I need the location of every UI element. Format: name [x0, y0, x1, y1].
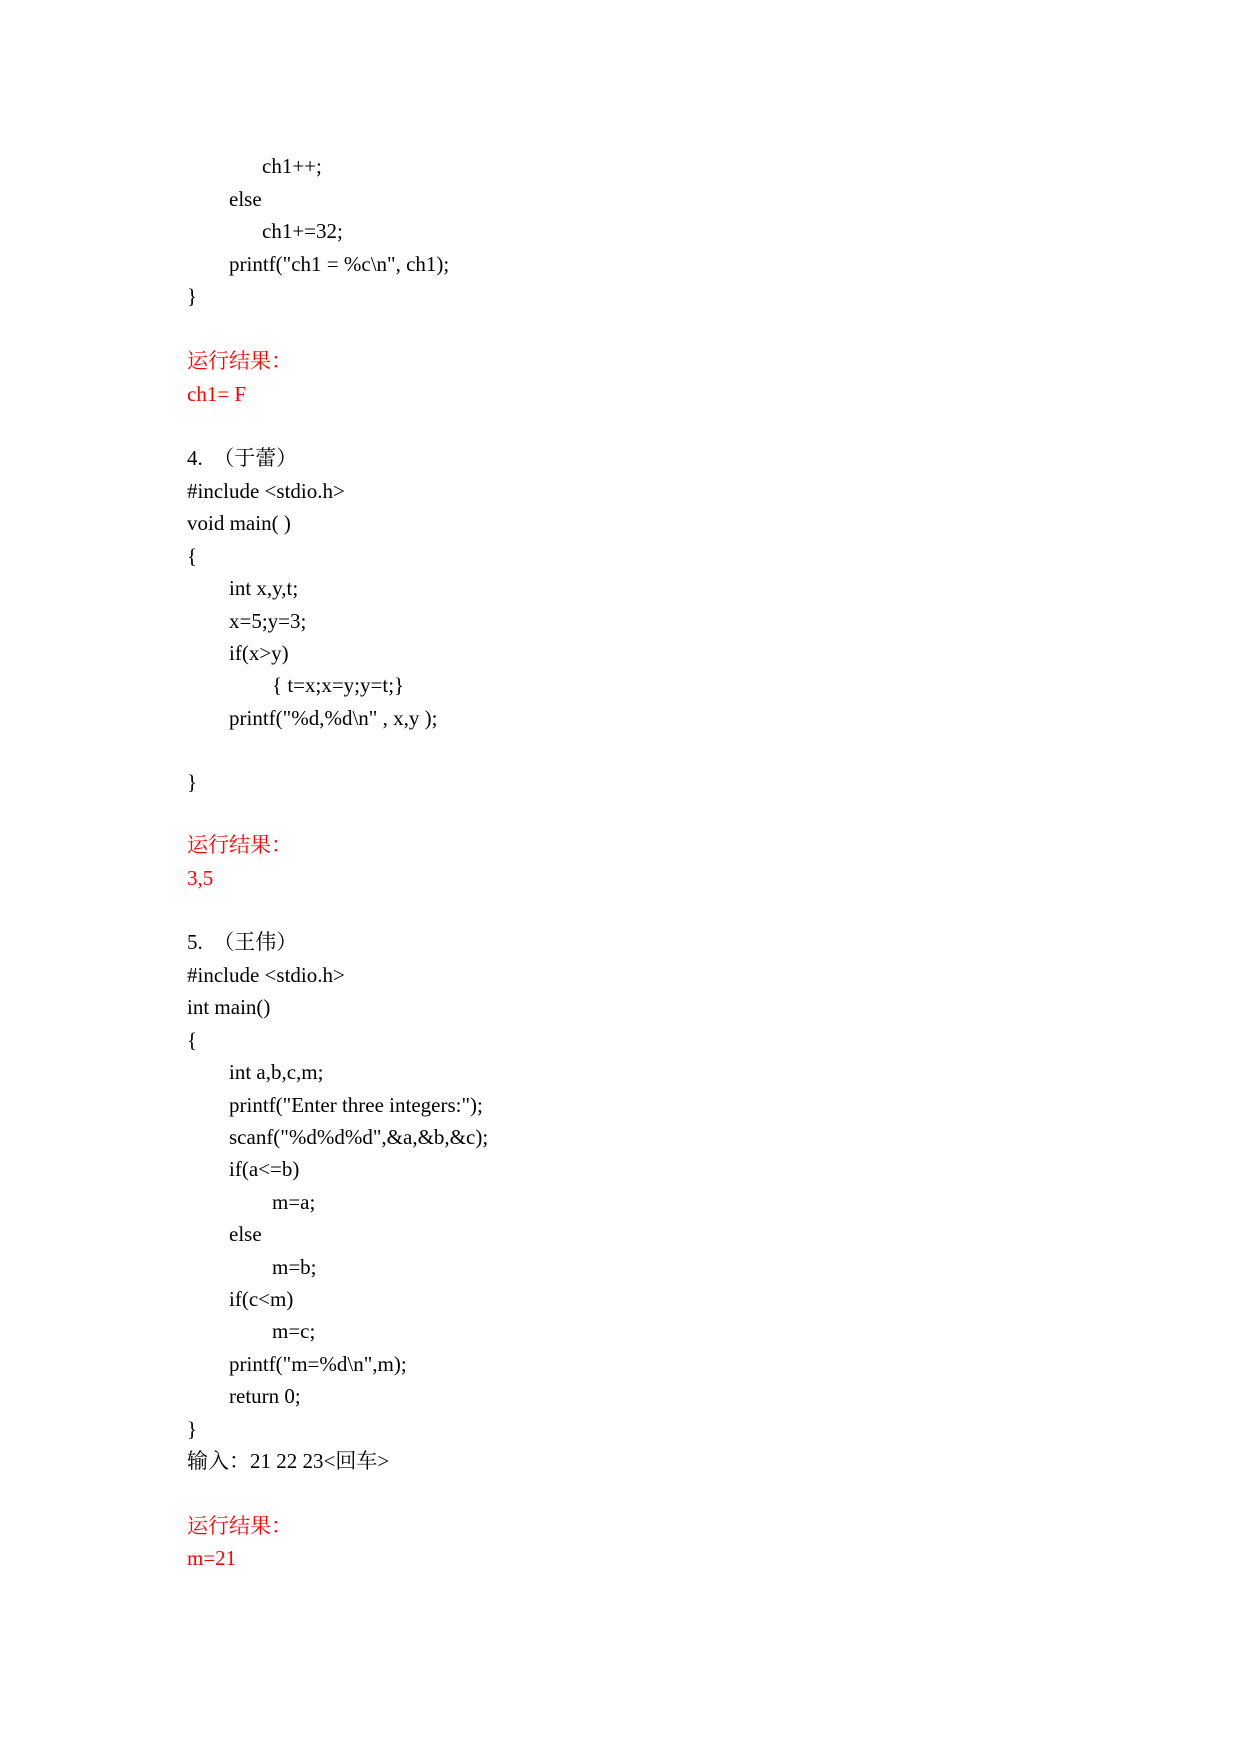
code-line: ch1+=32;	[262, 219, 343, 243]
code-line: printf("Enter three integers:");	[229, 1093, 483, 1117]
code-line: int x,y,t;	[229, 576, 299, 600]
code-line: m=c;	[272, 1319, 316, 1343]
code-line: printf("m=%d\n",m);	[229, 1352, 407, 1376]
problem-heading: 4. （于蕾）	[187, 446, 298, 470]
code-line: scanf("%d%d%d",&a,&b,&c);	[229, 1125, 489, 1149]
code-line: void main( )	[187, 511, 291, 535]
code-line: return 0;	[229, 1384, 301, 1408]
code-line: if(x>y)	[229, 641, 289, 665]
code-line: m=b;	[272, 1255, 317, 1279]
code-line: printf("%d,%d\n" , x,y );	[229, 706, 438, 730]
code-line: #include <stdio.h>	[187, 963, 345, 987]
input-line: 输入：21 22 23<回车>	[187, 1449, 390, 1473]
code-line: { t=x;x=y;y=t;}	[272, 673, 405, 697]
code-line: int main()	[187, 995, 271, 1019]
code-line: else	[229, 187, 262, 211]
code-line: printf("ch1 = %c\n", ch1);	[229, 252, 450, 276]
problem-heading: 5. （王伟）	[187, 930, 298, 954]
code-line: ch1++;	[262, 154, 322, 178]
result-value: 3,5	[187, 866, 214, 890]
code-line: m=a;	[272, 1190, 316, 1214]
code-line: }	[187, 770, 198, 794]
result-value: ch1= F	[187, 382, 247, 406]
result-label: 运行结果：	[187, 1514, 292, 1538]
result-label: 运行结果：	[187, 349, 292, 373]
code-line: {	[187, 544, 198, 568]
code-line: {	[187, 1028, 198, 1052]
code-line: if(c<m)	[229, 1287, 294, 1311]
code-line: }	[187, 284, 198, 308]
result-label: 运行结果：	[187, 833, 292, 857]
code-line: if(a<=b)	[229, 1157, 300, 1181]
result-value: m=21	[187, 1546, 237, 1570]
code-line: else	[229, 1222, 262, 1246]
code-line: int a,b,c,m;	[229, 1060, 324, 1084]
code-line: #include <stdio.h>	[187, 479, 345, 503]
code-line: }	[187, 1417, 198, 1441]
code-line: x=5;y=3;	[229, 609, 307, 633]
